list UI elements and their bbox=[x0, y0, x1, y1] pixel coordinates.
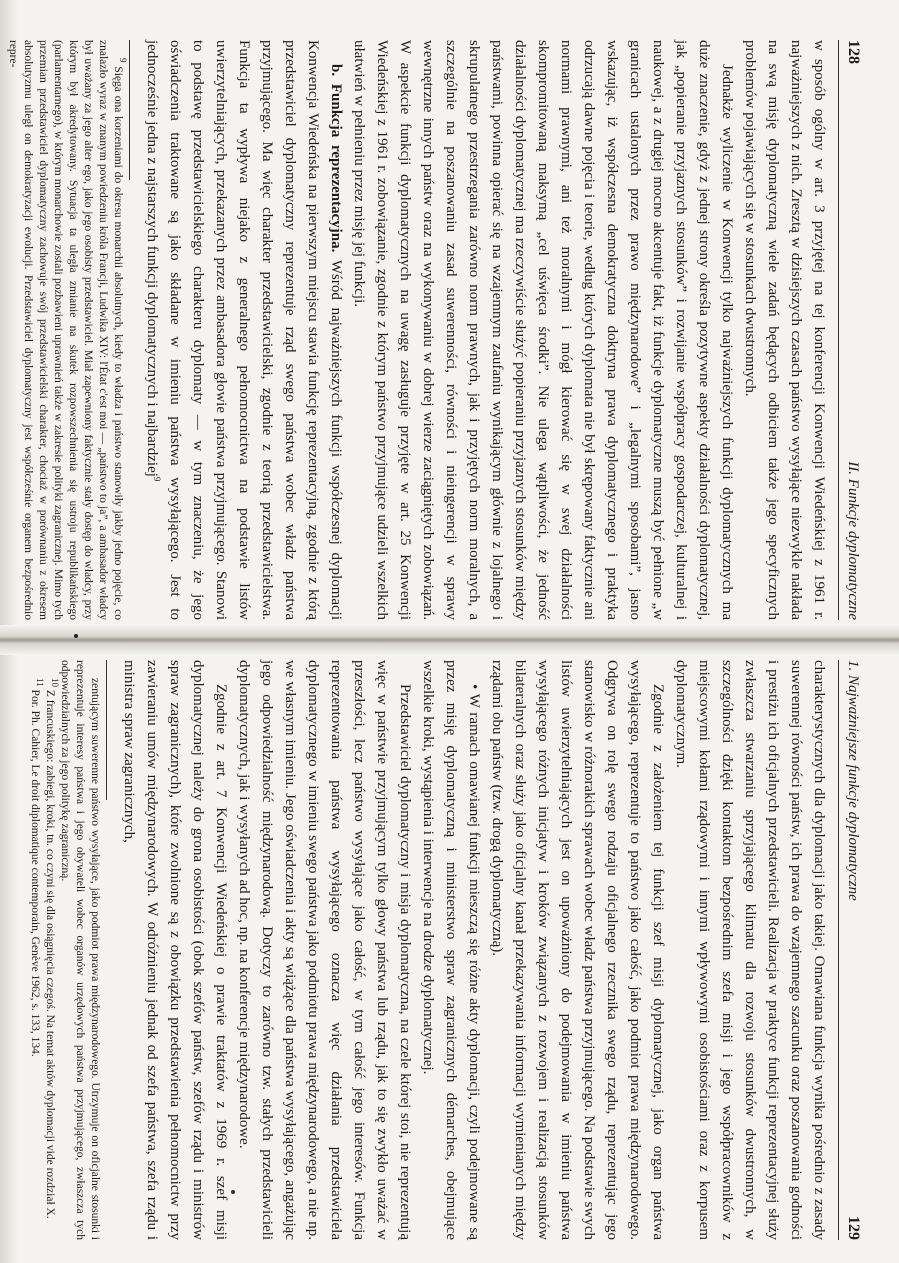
section-title: b. Funkcja reprezentacyjna. bbox=[328, 64, 344, 253]
footnote-text: Z francuskiego: zabiegi, kroki, tn. co czyni się dla osiągnięcia czegoś. Na temat aktów dyplomacji vide rozdział X. bbox=[44, 689, 56, 1219]
footnote-mark: 9 bbox=[117, 58, 128, 63]
section-paragraph bbox=[140, 40, 347, 620]
footnote-ref: 9 bbox=[152, 476, 162, 482]
paragraph bbox=[416, 660, 485, 1240]
footnote-text: Por. Ph. Cahier, Le droit diplomatique contemporain, Genève 1962, s. 133, 134. bbox=[29, 689, 41, 1057]
footnote-mark: 10 bbox=[49, 678, 60, 687]
footnote bbox=[57, 660, 102, 1240]
paragraph: Jednakże wyliczenie w Konwencji tylko najważniejszych funkcji dyplomatycznych ma duże znaczenie, gdyż z jednej strony określa pozytywne aspekty działalności dyplomatycznej, jak „popieranie przyjaznych stosunków” i rozwijanie współpracy gospodarczej, kulturalnej i naukowej, a z drugiej mocno akcentuje fakt, iż funkcje dyplomatyczne muszą być pełnione „w granicach ustalonych przez prawo międzynarodowe” i „legalnymi sposobami”, jasno wskazując, iż współczesna demokratyczna doktryna prawa dyplomatycznego i praktyka odrzucają dawne pojęcia i teorie, według których dyplomata nie był skrępowany faktycznie ani normami prawnymi, ani też moralnymi i mógł kierować się w swej działalności skompromitowaną maksymą „cel uświęca środki”. Nie ulega wątpliwości, że jedność działalności dyplomatycznej ma rzeczywiście służyć popieraniu przyjaznych stosunków między państwami, powinna opierać się na wzajemnym zaufaniu wynikającym głównie z lojalnego i skrupulatnego przestrzegania zarówno norm prawnych, jak i przyjętych norm moralnych, a szczególnie na poszanowaniu zasad suwerenności, równości i nieingerencji w sprawy wewnętrzne innych państw oraz na wykonywaniu w dobrej wierze zaciągniętych zobowiązań. W aspekcie funkcji dyplomatycznych na uwagę zasługuje przyjęte w art. 25 Konwencji Wiedeńskiej z 1961 r. zobowiązanie, zgodnie z którym państwo przyjmujące udzieli wszelkich ułatwień w pełnieniu przez misję jej funkcji. bbox=[351, 40, 735, 620]
footnote-text: Sięga ona korzeniami do okresu monarchii absolutnych, kiedy to władza i państwo stanowiły jakby jedno pojęcie, co znalazło wyraz w znanym powiedzeniu króla Francji, Ludwika XIV: l'État c'est moi — „państwo to ja”, a ambasador władcy był uważany za jego alter ego, jako jego osobisty przedstawiciel. Miał zapewniony faktycznie stały dostęp do władcy, przy którym był akredytowany. Sytuacja ta uległa zmianie na skutek rozpowszechnienia się ustroju republikańskiego (parlamentarnego), w którym monarchowie zostali pozbawieni uprawnień także w zakresie polityki zagranicznej. Mimo tych przemian przedstawiciel dyplomatyczny zachowuje swój przedstawicielski charakter, chociaż w porównaniu z okresem absolutyzmu uległ on demokratyzacji ewolucji. Przedstawiciel dyplomatyczny jest współcześnie organem bezpośrednio repre- bbox=[7, 40, 124, 620]
paragraph: Zgodnie z założeniem tej funkcji szef misji dyplomatycznej, jako organ państwa wysyłającego, reprezentuje to państwo jako całość, jako podmiot prawa międzynarodowego. Odgrywa on rolę swego rodzaju oficjalnego rzecznika swego rządu, reprezentując jego stanowisko w różnorakich sprawach wobec władz państwa przyjmującego. Na podstawie swych listów uwierzytelniających jest on upoważniony do podejmowania w imieniu państwa wysyłającego różnych inicjatyw i kroków związanych z rozwojem i realizacją stosunków bilateralnych oraz służy jako oficjalny kanał przekazywania informacji wymienianych między rządami obu państw (tzw. drogą dyplomatyczną). bbox=[489, 660, 666, 1240]
paragraph: Zgodnie z art. 7 Konwencji Wiedeńskiej o prawie traktatów z 1969 r. szef misji dyplomatycznej należy do grona osobistości (obok szefów państw, szefów rządu i ministrów spraw zagranicznych), które zwolnione są z obowiązku przedstawienia pełnomocnictw przy zawieraniu umów międzynarodowych. W odróżnieniu jednak od szefa państwa, szefa rządu i ministra spraw zagranicznych, bbox=[121, 660, 229, 1240]
footnote-rule bbox=[106, 660, 107, 800]
running-head-title: II. Funkcje dyplomatyczne bbox=[845, 461, 861, 620]
footnote bbox=[27, 660, 45, 1240]
paragraph: Przedstawiciel dyplomatyczny i misja dyplomatyczna, na czele której stoi, nie reprezentują więc w państwie przyjmującym tylko głowy państwa lub rządu, jak to się zwykło uważać w przeszłości, lecz państwo wysyłające jako całość, w tym całość jego interesów. Funkcja reprezentowania państwa wysyłającego oznacza więc działania przedstawiciela dyplomatycznego w imieniu swego państwa jako podmiotu prawa międzynarodowego, a nie np. we własnym imieniu. Jego oświadczenia i akty są wiążące dla państwa wysyłającego, angażując jego odpowiedzialność międzynarodową. Dotyczy to zarówno tzw. stałych przedstawicieli dyplomatycznych, jak i wysyłanych ad hoc, np. na konferencje międzynarodowe. bbox=[236, 660, 413, 1240]
bullet-marker: • bbox=[466, 684, 482, 690]
running-header bbox=[838, 40, 865, 620]
running-head-title: 1. Najważniejsze funkcje dyplomatyczne bbox=[845, 660, 861, 901]
footnote-mark: 11 bbox=[34, 678, 45, 687]
footnote bbox=[5, 40, 128, 620]
paragraph-text: W ramach omawianej funkcji mieszczą się różne akty dyplomacji, czyli podejmowane są przez misję dyplomatyczną i ministerstwo spraw zagranicznych démarches, obejmujące wszelkie kroki, wystąpienia i interwencje na drodze dyplomatycznej. bbox=[420, 660, 482, 1240]
book-spine-fold bbox=[0, 625, 899, 655]
page-129 bbox=[29, 660, 865, 1240]
footnote bbox=[42, 660, 60, 1240]
running-header bbox=[838, 660, 865, 1240]
page-number: 129 bbox=[845, 1216, 862, 1240]
section-text: Wśród najważniejszych funkcji współczesnej dyplomacji Konwencja Wiedeńska na pierwszym miejscu stawia funkcję reprezentacyjną, zgodnie z którą przedstawiciel dyplomatyczny reprezentuje rząd swego państwa wobec władz państwa przyjmującego. Ma więc charakter przedstawicielski, zgodnie z teorią przedstawicielstwa. Funkcja ta wypływa niejako z generalnego pełnomocnictwa na podstawie listów uwierzytelniających, przekazanych przez ambasadora głowie państwa przyjmującego. Stanowi to podstawę przedstawicielskiego charakteru dyplomaty — w tym znaczeniu, że jego oświadczenia traktowane są jako składane w imieniu państwa wysyłającego. Jest to jednocześnie jedna z najstarszych funkcji dyplomatycznych i najbardziej bbox=[144, 40, 344, 621]
footnote-text: zentującym suwerenne państwo wysyłające, jako podmiot prawa międzynarodowego. Utrzymuje on oficjalne stosunki i reprezentuje interesy państwa i jego obywateli wobec organów urzędowych państwa przyjmującego, zwłaszcza tych odpowiedzialnych za jego politykę zagraniczną. bbox=[59, 660, 101, 1240]
paragraph: w sposób ogólny w art. 3 przyjętej na tej konferencji Konwencji Wiedeńskiej z 1961 r. najważniejszych z nich. Zresztą w dzisiejszych czasach państwo wysyłające niezwykle nakłada na swą misję dyplomatyczną wiele zadań będących odbiciem także jego specyficznych problemów pojawiających się w stosunkach dwustronnych. bbox=[742, 40, 827, 620]
paragraph: charakterystycznych dla dyplomacji jako takiej. Omawiana funkcja wynika pośrednio z zasady suwerennej równości państw, ich prawa do wzajemnego szacunku oraz poszanowania godności i prestiżu ich oficjalnych przedstawicieli. Realizacja w praktyce funkcji reprezentacyjnej służy zwłaszcza stwarzaniu sprzyjającego klimatu dla rozwoju stosunków dwustronnych, w szczególności dzięki kontaktom bezpośrednim szefa misji i jego współpracowników z miejscowymi kołami rządowymi i innymi wpływowymi osobistościami oraz z korpusem dyplomatycznym. bbox=[673, 660, 827, 1240]
page-number: 128 bbox=[845, 40, 862, 64]
footnote-rule bbox=[129, 40, 130, 180]
page-128 bbox=[7, 40, 865, 621]
